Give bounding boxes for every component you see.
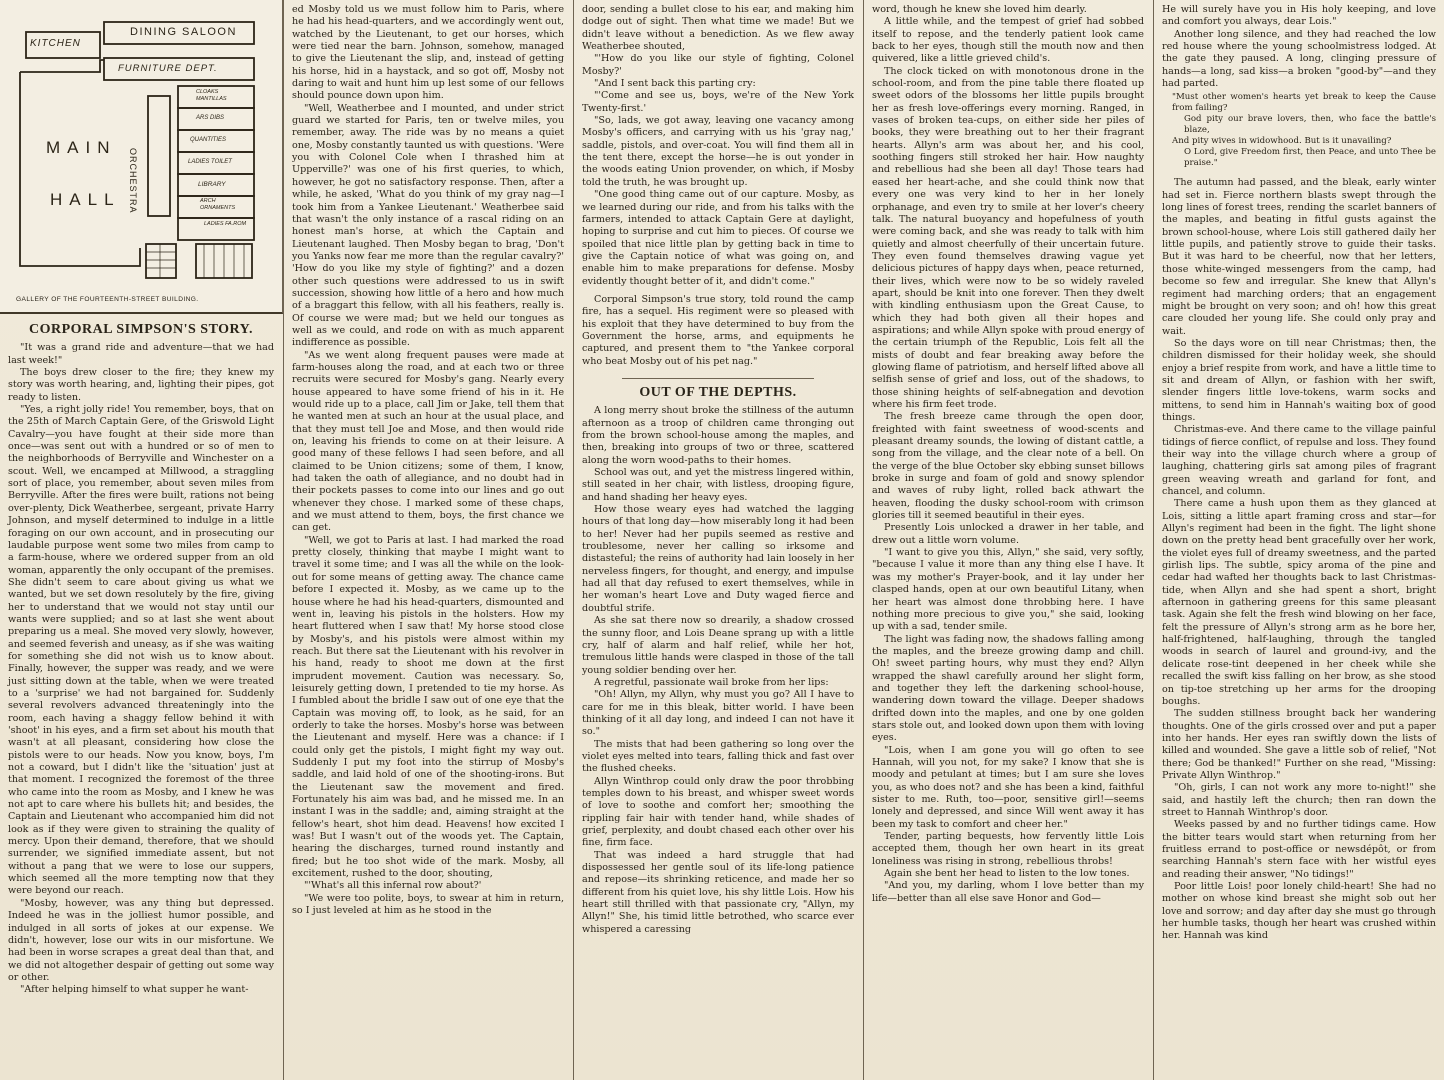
paragraph: The sudden stillness brought back her wandering thoughts. One of the girls crossed over and put a paper into her hands. Her eyes ran swiftly down the lists of killed and wounded. She gave a little sob of relief, "Not there; God be thanked!" Further on she read, "Missing: Private Allyn Winthrop." (1162, 708, 1436, 781)
paragraph: "'What's all this infernal row about?' (304, 880, 482, 892)
furniture-dept-label: FURNITURE DEPT. (118, 63, 218, 74)
paragraph: "Oh! Allyn, my Allyn, why must you go? All I have to care for me in this bleak, bitter world. I have been thinking of it all day long, and indeed I can not have it so." (582, 689, 854, 738)
paragraph: There came a hush upon them as they glanced at Lois, sitting a little apart framing cross and star—for Allyn's regiment had been in the fight. The light shone down on the pretty head bent gracefully over her work, the violet eyes full of dreamy sweetness, and the parted girlish lips. The subtle, spicy aroma of the pine and cedar had wafted her thoughts back to last Christmas-tide, when Allyn and she had spent a short, bright afternoon in gathering greens for this same pleasant task. Again she felt the fresh wind blowing on her face, felt the pressure of Allyn's strong arm as he bore her, half-frightened, half-laughing, through the tangled woods in search of laurel and ground-ivy, and the delicate rose-tint deepened in her cheek while she recalled the swift kiss falling on her brow, as she stood on tip-toe stretching up her arms for the drooping boughs. (1162, 498, 1436, 707)
column-2 (284, 0, 572, 1080)
floor-plan-caption: GALLERY OF THE FOURTEENTH-STREET BUILDING. (16, 296, 199, 303)
paragraph: The light was fading now, the shadows falling among the maples, and the breeze growing damp and chill. Oh! sweet parting hours, why must they end? Allyn wrapped the shawl carefully around her slight form, and together they left the darkening school-house, wandering down toward the village. Deeper shadows drifted down into the maples, and one by one golden stars stole out, and looked down upon them with loving eyes. (872, 633, 1144, 744)
paragraph: A regretful, passionate wail broke from her lips: (594, 676, 829, 688)
story-title-corporal-simpson: CORPORAL SIMPSON'S STORY. (28, 322, 253, 337)
paragraph: Weeks passed by and no further tidings came. How the bitter tears would start when returning from her fruitless errand to post-office or newsdépôt, or from searching Hannah's stern face with her wistful eyes and reading their answer, "No tidings!" (1162, 819, 1436, 880)
paragraph: door, sending a bullet close to his ear, and making him dodge out of sight. Then what time we made! But we didn't leave without a benediction. As we flew away Weatherbee shouted, (582, 4, 854, 53)
column-4 (864, 0, 1152, 1080)
column-3 (574, 0, 862, 1080)
paragraph: "Oh, girls, I can not work any more to-night!" she said, and hastily left the church; then ran down the street to Hannah Winthrop's door. (1162, 782, 1436, 818)
paragraph: Corporal Simpson's true story, told round the camp fire, has a sequel. His regiment were so pleased with his exploit that they have determined to buy from the Government the horse, arms, and equipments he captured, and present them to "the Yankee corporal who beat Mosby out of his pet nag." (582, 293, 854, 367)
paragraph: word, though he knew she loved him dearly. (872, 4, 1087, 15)
room-label-ladies: LADIES FA.ROM (204, 221, 247, 227)
paragraph: That was indeed a hard struggle that had dispossessed her gentle soul of its life-long patience and repose—its shrinking reticence, and made her so different from his quiet love, his shy little Lois. How his heart still thrilled with that passionate cry, "Allyn, my Allyn!" She, his timid little betrothed, who scarce ever whispered a caressing (582, 849, 854, 935)
room-label-quantities: QUANTITIES (190, 137, 227, 143)
story-title-out-of-the-depths: OUT OF THE DEPTHS. (639, 384, 797, 400)
paragraph: Another long silence, and they had reached the low red house where the young schoolmistress lodged. At the gate they paused. A long, clinging pressure of hands—a long, sad kiss—a broken "good-by"—and they had parted. (1162, 28, 1436, 90)
paragraph: "Mosby, however, was any thing but depressed. Indeed he was in the jolliest humor possible, and indulged in all sorts of jokes at our expense. We didn't, however, lose our wits in our misfortune. We had been in worse scrapes a great deal than that, and we did not altogether despair of getting out some way or other. (8, 897, 274, 983)
paragraph: "'Come and see us, boys, we're of the New York Twenty-first.' (582, 90, 854, 114)
paragraph: So the days wore on till near Christmas; then, the children dismissed for their holiday week, she should enjoy a brief respite from work, and have a little time to sit and dream of Allyn, or fashion with her swift, slender fingers little love-tokens, warm socks and mittens, to send him in Hannah's waiting box of good things. (1162, 337, 1436, 423)
paragraph: "And I sent back this parting cry: (594, 78, 756, 90)
room-label-ladies-toilet: LADIES TOILET (188, 159, 232, 165)
paragraph: Christmas-eve. And there came to the village painful tidings of fierce conflict, of repulse and loss. They found their way into the village church where a group of laughing, chattering girls sat among piles of fragrant green weaving wreath and garland for font, and chancel, and column. (1162, 424, 1436, 497)
paragraph: "Lois, when I am gone you will go often to see Hannah, will you not, for my sake? I know that she is moody and petulant at times; but I am sure she loves you, as who does not? and she has been a kind, faithful sister to me. Ruth, too—poor, sensitive girl!—seems lonely and depressed, and since Will went away it has been my task to comfort and cheer her." (872, 744, 1144, 830)
paragraph: "Yes, a right jolly ride! You remember, boys, that on the 25th of March Captain Gere, of the Griswold Light Cavalry—you have fought at their side more than once—was sent out with a hundred or so of men to the neighborhoods of Berryville and Winchester on a scout. Well, we encamped at Millwood, a straggling sort of place, you remember, about seven miles from Berryville. After the fires were built, rations not being over-plenty, Dick Weatherbee, sergeant, private Harry Johnson, and myself determined to indulge in a little foraging on our own account, and in prosecuting our laudable purpose went some two miles from camp to a farm-house, where we ordered supper from an old woman, apparently the only occupant of the premises. She didn't seem to care about giving us what we wanted, but we set down resolutely by the fire, giving her to understand that we would not stay until our wants were supplied; and so at last she went about preparing us a meal. She moved very slowly, however, and seemed feverish and uneasy, as if she was waiting for something she did not wish us to know about. Finally, however, the supper was ready, and we were just sitting down at the table, when we were treated to a 'surprise' we had not bargained for. Suddenly several revolvers advanced threateningly into the room, each having a shaggy fellow behind it with 'shoot' in his eyes, and a firm set about his mouth that wasn't at all pleasant, considering how close the pistols were to our heads. Now you know, boys, I'm not a coward, but I didn't like the 'situation' just at that moment. I recognized the foremost of the three who came into the room as Mosby, and I knew he was not apt to care where his bullets hit; and besides, the Captain and Lieutenant who accompanied him did not look as if they were given to straining the quality of mercy. Upon their demand, therefore, that we should surrender, we signified immediate assent, but not without a pang that we were to lose our suppers, which seemed all the more tempting now that they were beyond our reach. (8, 404, 274, 897)
paragraph: "And you, my darling, whom I love better than my life—better than all else save Honor and God— (872, 880, 1144, 904)
verse-line: "Must other women's hearts yet break to keep the Cause from failing? (1172, 92, 1436, 114)
main-hall-label-1: MAIN (46, 138, 117, 157)
paragraph: "'How do you like our style of fighting, Colonel Mosby?' (582, 53, 854, 77)
paragraph: A long merry shout broke the stillness of the autumn afternoon as a troop of children came thronging out from the brown school-house among the maples, and then, breaking into groups of two or three, scattered along the worn wood-paths to their homes. (582, 405, 854, 466)
kitchen-label: KITCHEN (30, 38, 81, 49)
paragraph: Allyn Winthrop could only draw the poor throbbing temples down to his breast, and whisper sweet words of love to soothe and comfort her; smoothing the rippling fair hair with tender hand, while shades of grief, perplexity, and doubt chased each other over his fine, firm face. (582, 775, 854, 849)
paragraph: He will surely have you in His holy keeping, and love and comfort you always, dear Lois." (1162, 4, 1436, 28)
paragraph: The autumn had passed, and the bleak, early winter had set in. Fierce northern blasts swept through the long lines of forest trees, rending the scarlet banners of the maples, and beating in fitful gusts against the brown school-house, where Lois still gathered daily her little pupils, and patiently strove to guide their tasks. But it was hard to be cheerful, now that her letters, those white-winged messengers from the camp, had become so few and irregular. She knew that Allyn's regiment had marching orders; that an engagement might be brought on very soon; and oh! how this great care clouded her young life. She could only pray and wait. (1162, 177, 1436, 337)
paragraph: "Well, Weatherbee and I mounted, and under strict guard we started for Paris, ten or twelve miles, you remember, away. The ride was by no means a quiet one, Mosby constantly taunted us with questions. 'Were you with Colonel Cole when I thrashed him at Upperville?' was one of his first queries, to which, however, he got no satisfactory response. Then, after a while, he asked, 'What do you think of my gray nag—I took him from a Yankee Lieutenant.' Weatherbee said that wasn't the only instance of a rascal riding on an honest man's horse, at which the Captain and Lieutenant laughed. Then Mosby began to brag, 'Don't you Yanks now fear me more than the regular cavalry?' 'How do you like my style of fighting?' and a dozen other such questions were addressed to us in swift succession, showing how little of a hero and how much of a braggart this fellow, with all his feathers, really is. Of course we were mad; but we held our tongues as well as we could, and rode on with as much apparent indifference as possible. (292, 102, 564, 349)
verse-line: And pity wives in widowhood. But is it unavailing? (1172, 136, 1392, 147)
column-5 (1154, 0, 1444, 1080)
paragraph: "After helping himself to what supper he want- (20, 984, 249, 996)
paragraph: The mists that had been gathering so long over the violet eyes melted into tears, falling thick and fast over the flushed cheeks. (582, 738, 854, 775)
paragraph: The fresh breeze came through the open door, freighted with faint sweetness of wood-scents and pleasant dreamy sounds, the lowing of distant cattle, a song from the village, and the clear note of a bell. On the verge of the blue October sky ebbing sunset billows broke in surge and foam of gold and snowy splendor and waves of ruby light, rolled back athwart the heaven, flooding the dusky school-room with crimson glories till it seemed beautiful in their eyes. (872, 411, 1144, 522)
paragraph: "So, lads, we got away, leaving one vacancy among Mosby's officers, and carrying with us his 'gray nag,' saddle, pistols, and over-coat. You will find them all in the tent there, except the horse—he is out yonder in the woods eating Union provender, on which, if Mosby told the truth, he was brought up. (582, 115, 854, 188)
paragraph: "It was a grand ride and adventure—that we had last week!" (8, 342, 274, 366)
verse-block (1172, 92, 1436, 169)
paragraph: "One good thing came out of our capture. Mosby, as we learned during our ride, and from his talks with the farmers, intended to attack Captain Gere at daylight, hoping to surprise and cut him to pieces. Of course we spoiled that nice little plan by getting back in time to give the Captain notice of what was going on, and enable him to make preparations for defense. Mosby evidently thought better of it, and didn't come." (582, 189, 854, 287)
column-1 (0, 314, 282, 1080)
room-label-arch-ornaments: ARCH ORNAMENTS (200, 198, 236, 211)
orchestra-label: ORCHESTRA (128, 148, 138, 214)
paragraph: Poor little Lois! poor lonely child-heart! She had no mother on whose kind breast she might sob out her love and sorrow; and day after day she must go through her humble tasks, though her heart was crushed within her. Hannah was kind (1162, 881, 1436, 942)
paragraph: "I want to give you this, Allyn," she said, very softly, "because I value it more than any thing else I have. It was my mother's Prayer-book, and it lay under her clasped hands, open at our own beautiful Litany, when her heart was almost done throbbing here. I have nothing more precious to give you," she said, looking up with a sad, tender smile. (872, 547, 1144, 633)
floor-plan-illustration (0, 0, 283, 314)
dining-saloon-label: DINING SALOON (130, 26, 237, 38)
paragraph: As she sat there now so drearily, a shadow crossed the sunny floor, and Lois Deane sprang up with a little cry, half of alarm and half relief, while her hot, tremulous little hands were clasped in those of the tall young soldier bending over her. (582, 615, 854, 676)
paragraph: "Well, we got to Paris at last. I had marked the road pretty closely, thinking that maybe I might want to travel it some time; and I was all the while on the look-out for some means of getting away. The chance came before I expected it. Mosby, as we came up to the house where he had his head-quarters, dismounted and went in, leaving his pistols in the holsters. How my heart fluttered when I saw that! My horse stood close by Mosby's, and his pistols were almost within my reach. But there sat the Lieutenant with his revolver in his hand, ready to shoot me down at the first imprudent movement. Caution was necessary. So, leisurely getting down, I pretended to tie my horse. As I fumbled about the bridle I saw out of one eye that the Captain was moving off, to look, as he said, for an orderly to take the horses. Mosby's horse was between the Lieutenant and myself. Here was a chance: if I could only get the pistols, I might fight my way out. Suddenly I put my foot into the stirrup of Mosby's saddle, and laid hold of one of the shooting-irons. But the Lieutenant saw the movement and fired. Fortunately his aim was bad, and he missed me. In an instant I was in the saddle; and, aiming straight at the fellow's heart, shot him dead. Heavens! how excited I was! But I wasn't out of the woods yet. The Captain, hearing the discharges, turned round instantly and fired; but he too shot wide of the mark. Mosby, all excitement, rushed to the door, shouting, (292, 534, 564, 880)
paragraph: The clock ticked on with monotonous drone in the school-room, and from the pine table there floated up sweet odors of the blossoms her little pupils brought her as fresh love-offerings every morning. Ranged, in vases of broken tea-cups, on either side her piles of books, they were breathing out to her their fragrant hearts. Allyn's arm was about her, and his cool, soothing fingers still stroked her hair. How naughty and rebellious had she been all day! Those tears had eased her heart-ache, and she could think now that every one was very kind to her in her lonely orphanage, and even try to smile at her lover's cheery talk. The natural buoyancy and hopefulness of youth were coming back, and she was ready to talk with him quietly and almost cheerfully of their uncertain future. They even found themselves drawing vague yet delicious pictures of happy days when, peace returned, their lives, which were now to be so widely raveled apart, should be knit into one forever. Then they dwelt with kindling enthusiasm upon the Great Cause, to which they had both given all their hopes and aspirations; and while Allyn spoke with proud energy of the certain triumph of the Republic, Lois felt all the mists of doubt and fear breaking away before the glowing flame of patriotism, and herself lifted above all selfish sense of grief and loss, out of the shadows, to those shining heights of self-abnegation and devotion where his firm feet trode. (872, 65, 1144, 410)
paragraph: How those weary eyes had watched the lagging hours of that long day—how miserably long it had been to her! Never had her pupils seemed as restive and troublesome, never her calling so irksome and distasteful; the reins of authority had lain loosely in her nerveless fingers, for thought, and energy, and impulse had all that day refused to exert themselves, while in her woman's heart Love and Duty waged fierce and doubtful strife. (582, 504, 854, 614)
paragraph: A little while, and the tempest of grief had sobbed itself to repose, and the tenderly patient look came back to her eyes, though still the mouth now and then quivered, like a little grieved child's. (872, 16, 1144, 65)
section-divider (622, 378, 814, 379)
room-label-ars-dibs: ARS DIBS (196, 115, 225, 121)
paragraph: Again she bent her head to listen to the low tones. (884, 868, 1130, 880)
main-hall-label-2: HALL (50, 190, 121, 209)
paragraph: Tender, parting bequests, how fervently little Lois accepted them, though her own heart in its great loneliness was rising in strong, rebellious throbs! (872, 831, 1144, 867)
room-label-library: LIBRARY (198, 181, 226, 188)
verse-line: God pity our brave lovers, then, who face the battle's blaze, (1184, 114, 1436, 136)
paragraph: "As we went along frequent pauses were made at farm-houses along the road, and at each two or three recruits were secured for Mosby's gang. Nearly every house appeared to have some friend of his in it. He would ride up to a place, call Jim or Jake, tell them that he wanted men at such an hour at the usual place, and that they must tell Joe and Mose, and then would ride on, leaving his friends to come on at their leisure. A good many of these fellows I had seen before, and all claimed to be Union citizens; some of them, I know, had taken the oath of allegiance, and no doubt had in their pockets passes to come into our lines and go out whenever they chose. I marked some of these chaps, and we must attend to them, boys, the first chance we can get. (292, 349, 564, 534)
paragraph: The boys drew closer to the fire; they knew my story was worth hearing, and, lighting their pipes, got ready to listen. (8, 367, 274, 403)
paragraph: ed Mosby told us we must follow him to Paris, where he had his head-quarters, and we accordingly went out, watched by the Lieutenant, to get our horses, which were tied near the barn. Johnson, somehow, managed to give the Lieutenant the slip, and, instead of getting his horse, hid in a haystack, and so got off, Mosby not daring to wait and hunt him up lest some of our fellows should pounce down upon him. (292, 4, 564, 102)
paragraph: School was out, and yet the mistress lingered within, still seated in her chair, with listless, drooping figure, and hand shading her heavy eyes. (582, 467, 854, 503)
paragraph: "We were too polite, boys, to swear at him in return, so I just leveled at him as he stood in the (292, 892, 564, 917)
column-1-text (8, 342, 274, 996)
verse-line: O Lord, give Freedom first, then Peace, and unto Thee be praise." (1184, 147, 1436, 169)
room-label-cloaks: CLOAKS MANTILLAS (196, 89, 227, 102)
paragraph: Presently Lois unlocked a drawer in her table, and drew out a little worn volume. (872, 522, 1144, 546)
